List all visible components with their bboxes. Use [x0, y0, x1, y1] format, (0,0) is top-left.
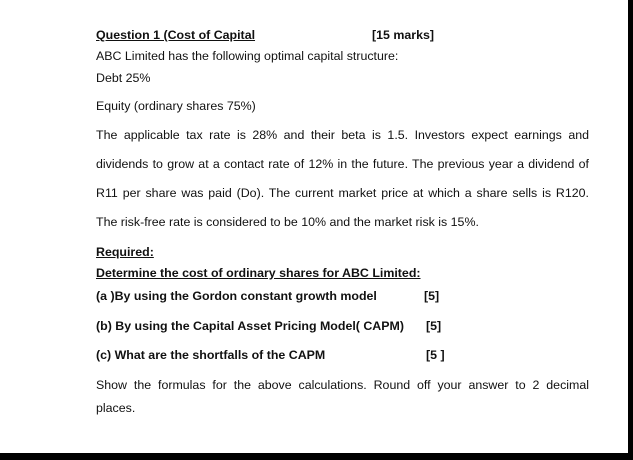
part-b-text: (b) By using the Capital Asset Pricing Model( CAPM): [96, 319, 404, 333]
equity-text: Equity (ordinary shares 75%): [96, 99, 256, 113]
question-marks: [15 marks]: [372, 28, 434, 42]
required-subheading: Determine the cost of ordinary shares for ABC Limited:: [96, 266, 421, 280]
part-c-marks: [5 ]: [426, 348, 445, 362]
debt-text: Debt 25%: [96, 71, 151, 85]
part-c-text: (c) What are the shortfalls of the CAPM: [96, 348, 326, 362]
paragraph-line-3: R11 per share was paid (Do). The current market price at which a share sells is R120.: [96, 186, 589, 200]
intro-text: ABC Limited has the following optimal capital structure:: [96, 49, 399, 63]
paragraph-line-1: The applicable tax rate is 28% and their beta is 1.5. Investors expect earnings and: [96, 128, 589, 142]
part-a-marks: [5]: [424, 289, 440, 303]
part-a-text: (a )By using the Gordon constant growth model: [96, 289, 377, 303]
closing-line-2: places.: [96, 401, 136, 415]
required-heading: Required:: [96, 245, 154, 259]
paragraph-line-2: dividends to grow at a contact rate of 12% in the future. The previous year a dividend of: [96, 157, 589, 171]
closing-line-1: Show the formulas for the above calculations. Round off your answer to 2 decimal: [96, 378, 589, 392]
paragraph-line-4: The risk-free rate is considered to be 10% and the market risk is 15%.: [96, 215, 479, 229]
question-title: Question 1 (Cost of Capital: [96, 28, 256, 42]
part-b-marks: [5]: [426, 319, 442, 333]
